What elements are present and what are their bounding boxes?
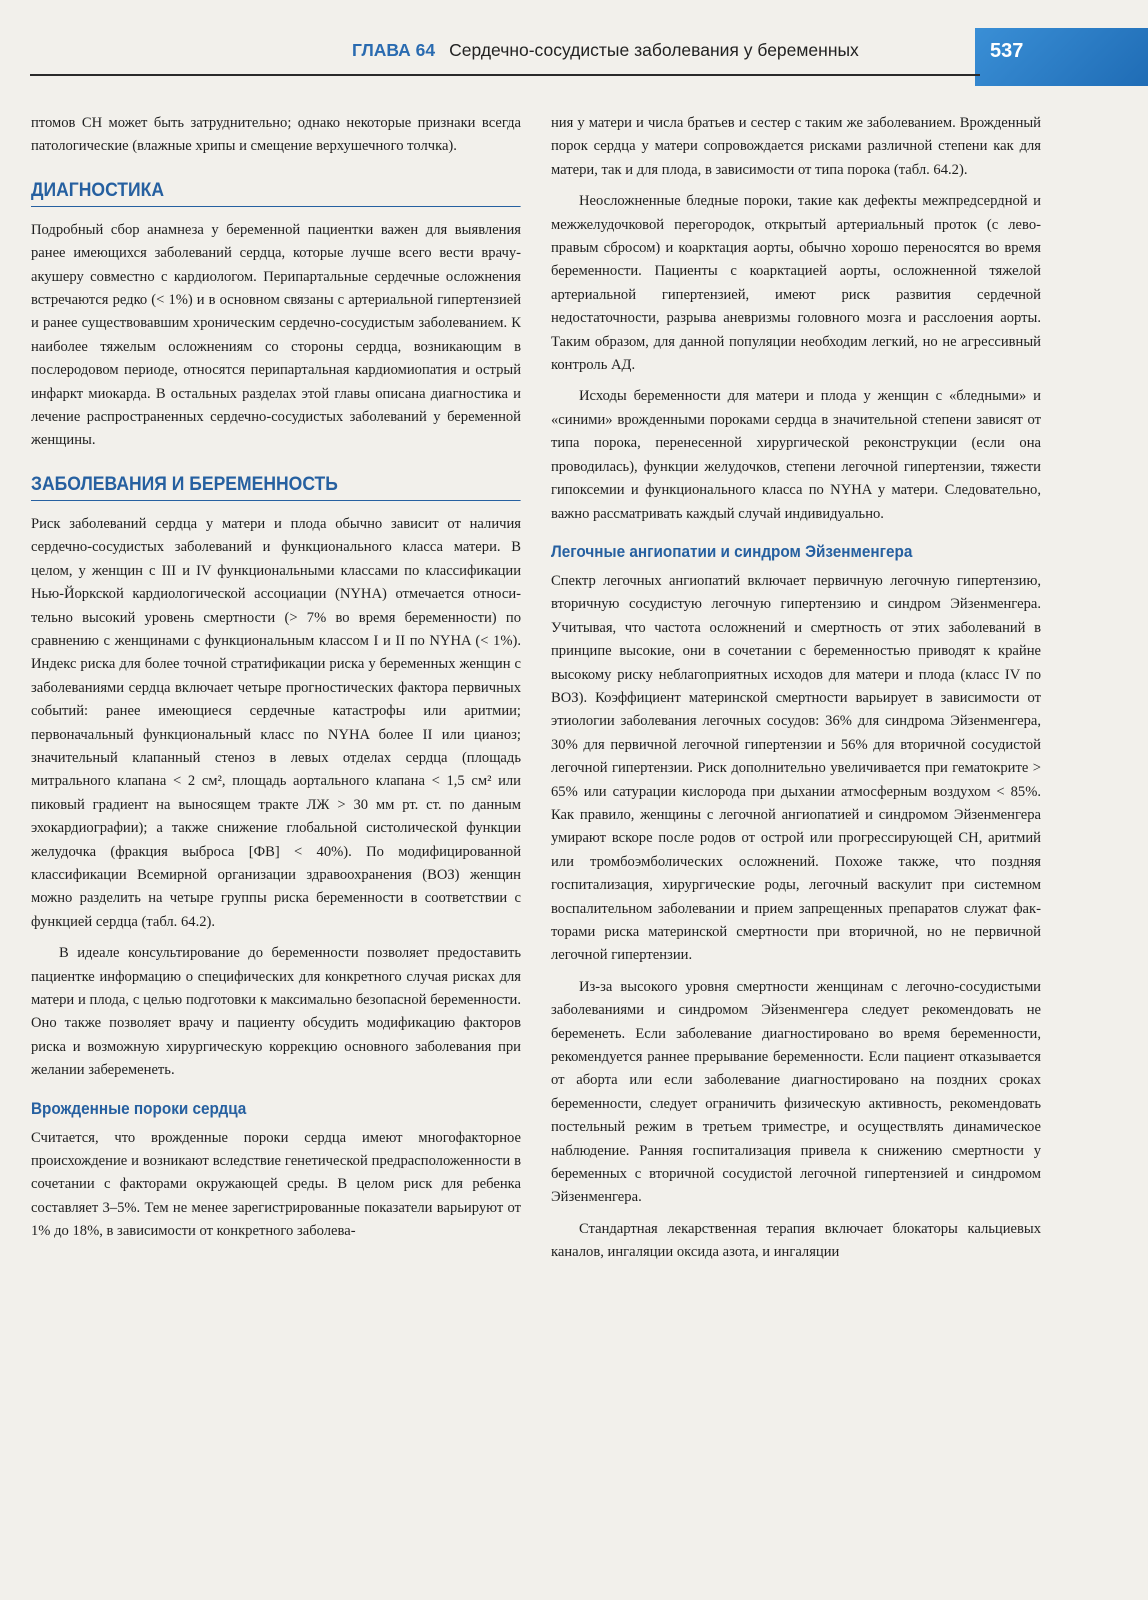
paragraph: Считается, что врожденные пороки сердца имеют многофакторное происхождение и возникают вследствие генетической предрасположенности в сочетании с факторами окружающей среды. В целом риск для ребенка составляет 3–5%. Тем не менее зарегистрированные показатели варьируют от 1% до 18%, в зависимости от конкретного заболева-	[31, 1129, 521, 1240]
subsection-heading-pulmonary: Легочные ангиопатии и синдром Эйзенменгера	[551, 541, 913, 561]
left-column	[31, 112, 521, 1244]
paragraph: Неосложненные бледные пороки, такие как дефекты межпредсердной и межжелудочковой перегородок, открытый артериальный проток (с лево-правым сбросом) и коарктация аорты, обычно хорошо переносятся во время беременности. Пациенты с коарктацией аорты, осложненной тяжелой артериальной гипертензией, имеют риск развития сердечной недостаточности, разрыва аневризмы головного мозга и расслоения аорты. Таким образом, для данной популяции необходим легкий, но не агрессивный контроль АД.	[551, 193, 1041, 374]
paragraph: Риск заболеваний сердца у матери и плода обычно зависит от наличия сердечно-сосудистых заболеваний и функционального класса матери. В целом, у женщин с III и IV функциональными классами по классификации Нью-Йоркской кардиологической ассоциации (NYHA) отмечается относительно высокий уровень смертности (> 7% во время беременности) по сравнению с женщинами с функциональным классом I и II по NYHA (< 1%). Индекс риска для более точной стратификации риска у беременных женщин с заболеваниями сердца включает четыре прогностических фактора первичных событий: ранее имеющиеся сердечные катастрофы или аритмии; первоначальный функциональный класс по NYHA более II или цианоз; значительный клапанный стеноз в левых отделах сердца (площадь митрального клапана < 2 см², площадь аортального клапана < 1,5 см² или пиковый градиент на выносящем тракте ЛЖ > 30 мм рт. ст. по данным эхокардиографии); а также снижение глобальной систолической функции желудочка (фракция выброса [ФВ] < 40%). По модифицированной классификации Всемирной организации здравоохранения (ВОЗ) женщин можно разделить на четыре группы риска беременности в соответствии с функцией сердца (табл. 64.2).	[31, 515, 521, 930]
paragraph: Стандартная лекарственная терапия включает блокаторы кальциевых каналов, ингаляции оксида азота, и ингаляции	[551, 1220, 1041, 1261]
subsection-heading-congenital: Врожденные пороки сердца	[31, 1098, 247, 1118]
paragraph: Из-за высокого уровня смертности женщинам с легочно-сосудистыми заболеваниями и синдромом Эйзенменгера следует рекомендовать не беременеть. Если заболевание диагностировано во время беременности, рекомендуется раннее прерывание беременности. Если пациент отказывается от аборта или если заболевание диагностировано на поздних сроках беременности, следует ограничить физическую активность, рекомендовать постельный режим в третьем триместре, и осуществлять динамическое наблюдение. Ранняя госпитализация привела к снижению смертности у беременных с вторичной сосудистой легочной гипертензией и синдромом Эйзенменгера.	[551, 978, 1041, 1206]
right-column	[551, 112, 1041, 1265]
paragraph: Спектр легочных ангиопатий включает первичную легочную гипертензию, вторичную сосудистую легочную гипертензию и синдром Эйзенменгера. Учитывая, что частота осложнений и смертность от этих заболеваний в принципе высокие, они в сочетании с беременностью приводят к крайне высокому риску неблагоприятных исходов для матери и плода (класс IV по ВОЗ). Коэффициент материнской смертности варьирует в зависимости от этиологии заболевания легочных сосудов: 36% для синдрома Эйзенменгера, 30% для первичной легочной гипертензии и 56% для вторичной сосудистой легочной гипертензии. Риск дополнительно увеличивается при гематокрите > 65% или сатурации кислорода при дыхании атмосферным воздухом < 85%. Как правило, женщины с легочной ангиопатией и синдромом Эйзенменгера умирают вскоре после родов от острой или прогрессирующей СН, аритмий или тромбоэмболических осложнений. Похоже также, что поздняя госпитализация, хирургические роды, легочный васкулит при системном воспалительном заболевании и прием запрещенных препаратов служат факторами риска материнской смертности при вторичной, но не первичной легочной гипертензии.	[551, 572, 1041, 964]
running-header	[0, 28, 1148, 78]
paragraph: Исходы беременности для матери и плода у женщин с «бледными» и «синими» врожденными пороками сердца в значительной степени зависят от типа порока, перенесенной хирургической реконструкции (если она проводилась), функции желудочков, степени легочной гипертензии, тяжести гипоксемии и функционального класса по NYHA у матери. Следовательно, важно рассматривать каждый случай индивидуально.	[551, 388, 1041, 522]
section-heading-diseases-pregnancy: ЗАБОЛЕВАНИЯ И БЕРЕМЕННОСТЬ	[31, 473, 521, 501]
paragraph: В идеале консультирование до беременности позволяет предоставить пациентке информацию о специфических для конкретного случая рисках для матери и плода, с целью подготовки к максимально безопасной беременности. Оно также позволяет врачу и пациенту обсудить модификацию факторов риска и возможную хирургическую коррекцию основного заболевания при желании забеременеть.	[31, 945, 521, 1079]
section-heading-diagnostics: ДИАГНОСТИКА	[31, 179, 521, 207]
paragraph: птомов СН может быть затруднительно; однако некоторые признаки всегда патологические (влажные хрипы и смещение верхушечного толчка).	[31, 115, 521, 155]
chapter-heading	[352, 40, 859, 61]
paragraph: ния у матери и числа братьев и сестер с таким же заболеванием. Врожденный порок сердца у матери сопровождается рисками различной степени как для матери, так и для плода, в зависимости от типа порока (табл. 64.2).	[551, 115, 1041, 178]
paragraph: Подробный сбор анамнеза у беременной пациентки важен для выявления ранее имеющихся заболеваний сердца, которые лучше всего вести врачу-акушеру совместно с кардиологом. Перипартальные сердечные осложнения встречаются редко (< 1%) и в основном связаны с артериальной гипертензией и ранее существовавшим хроническим сердечно-сосудистым заболеванием. К наиболее тяжелым осложнениям со стороны сердца, возникающим в послеродовом периоде, относятся перипартальная кардиомиопатия и острый инфаркт миокарда. В остальных разделах этой главы описана диагностика и лечение распространенных сердечно-сосудистых заболеваний у беременной женщины.	[31, 221, 521, 449]
chapter-label: ГЛАВА 64	[352, 40, 436, 60]
chapter-title: Сердечно-сосудистые заболевания у беременных	[449, 40, 859, 60]
page-number: 537	[990, 40, 1024, 62]
header-rule	[30, 74, 980, 76]
